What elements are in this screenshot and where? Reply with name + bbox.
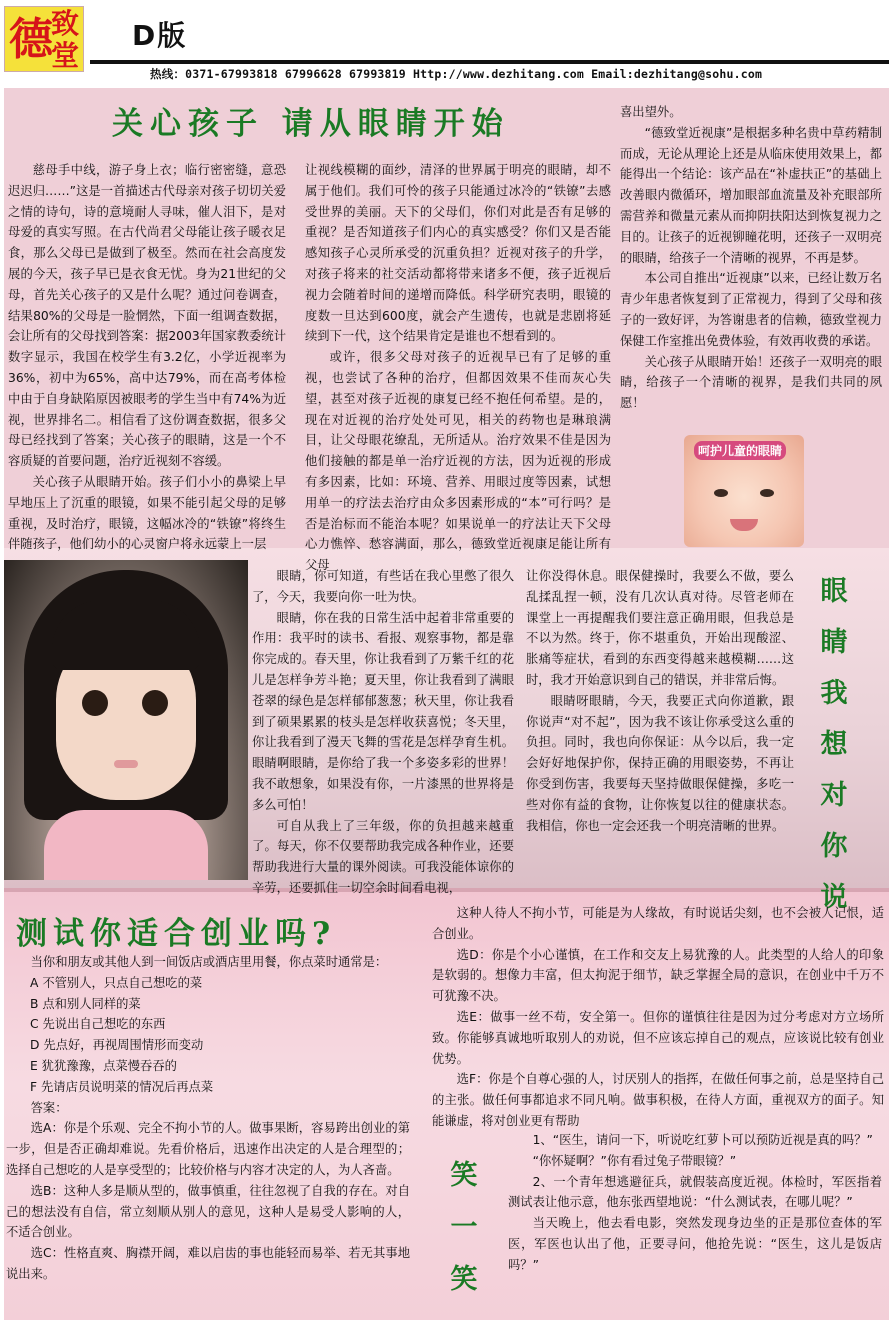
quiz-answer: 选F：你是个自尊心强的人，讨厌别人的指挥，在做任何事之前，总是坚持自己的主张。做任何事都追求不同凡响。做事积极，在待人方面，重视双方的面子。知能谦虚，将对创业更有帮助 [432,1072,884,1128]
girl-lips [114,760,138,768]
title-char: 你 [820,831,848,862]
girl-photo [4,560,248,880]
quiz-option: F 先请店员说明菜的情况后再点菜 [30,1079,214,1094]
article1-paragraph: 本公司自推出“近视康”以来，已经让数万名青少年患者恢复到了正常视力，得到了父母和孩子的一致好评，为答谢患者的信赖，德致堂视力保健工作室推出免费体验，有效再收费的承诺。 [620,271,882,348]
hotline-contact: 热线：0371-67993818 67996628 67993819 Http://www.dezhitang.com Email:dezhitang@sohu.com [150,67,763,81]
answer-label: 答案： [30,1100,68,1115]
article1-paragraph: 或许，很多父母对孩子的近视早已有了足够的重视，也尝试了各种的治疗，但都因效果不佳而灰心失望，甚至对孩子近视的康复已经不抱任何希望。是的，现在对近视的治疗处处可见，相关的药物也是琳琅满目，让父母眼花缭乱，无所适从。治疗效果不佳是因为他们接触的都是单一治疗近视的方法，因为近视的形成有多因素，比如：环境、营养、用眼过度等因素，试想用单一的疗法去治疗由众多因素形成的“本”可行吗？是否是治标而不能治本呢？如果说单一的疗法让天下父母心力憔悴、愁容满面，那么，德致堂近视康足能让所有父母 [305,350,611,573]
title-char: 眼 [820,576,848,607]
baby-photo-label: 呵护儿童的眼睛 [694,441,786,460]
article1-paragraph: 关心孩子从眼睛开始！还孩子一双明亮的眼睛，给孩子一个清晰的视界，是我们共同的夙愿！ [620,354,882,411]
title-char: 笑 [450,1264,478,1295]
article3-title: 测试你适合创业吗? [16,916,337,952]
article2-paragraph: 可自从我上了三年级，你的负担越来越重了。每天，你不仅要帮助我完成各种作业，还要帮助我进行大量的课外阅读。可我没能体谅你的辛劳，还要抓住一切空余时间看电视， [252,818,514,895]
article2-column-2 [526,566,794,836]
quiz-answer: 选E：做事一丝不苟，安全第一。但你的谨慎往往是因为过分考虑对方立场所致。你能够真诚地听取别人的劝说，但不应该忘掉自己的观点，应该说比较有创业优势。 [432,1009,884,1066]
quiz-option: A 不管别人，只点自己想吃的菜 [30,975,203,990]
article1-column-2 [305,160,611,576]
quiz-option: B 点和别人同样的菜 [30,996,141,1011]
header-rule [90,60,889,64]
baby-eye [760,489,774,497]
joke-text: 当天晚上，他去看电影，突然发现身边坐的正是那位查体的军医，军医也认出了他，正要寻问，他抢先说：“医生，这儿是饭店吗？” [508,1216,882,1272]
quiz-answer: 选C：性格直爽、胸襟开阔，难以启齿的事也能轻而易举、若无其事地说出来。 [6,1246,410,1281]
article3-column-2 [432,903,884,1132]
quiz-answer: 选D：你是个小心谨慎，在工作和交友上易犹豫的人。此类型的人给人的印象是软弱的。想像力丰富，但太拘泥于细节，缺乏掌握全局的意识，在创业中千万不可犹豫不决。 [432,947,884,1004]
quiz-answer: 选A：你是个乐观、完全不拘小节的人。做事果断，容易跨出创业的第一步，但是否正确却难说。先看价格后，迅速作出决定的人是合理型的；选择自己想吃的人是享受型的；比较价格与内容才决定的人，为人吝啬。 [6,1121,410,1177]
title-char: 我 [820,678,848,709]
girl-eye [142,690,168,716]
dezhitang-logo [4,6,84,72]
article1-column-3 [620,102,882,414]
article1-title: 关心孩子 请从眼睛开始 [112,106,510,142]
article1-paragraph: 喜出望外。 [620,105,682,119]
girl-shirt [44,810,208,880]
logo-char-tang: 堂 [51,39,80,72]
joke-text: 1、“医生，请问一下，听说吃红萝卜可以预防近视是真的吗？” [532,1133,873,1147]
article2-paragraph: 眼睛，你在我的日常生活中起着非常重要的作用：我平时的读书、看报、观察事物，都是靠你完成的。春天里，你让我看到了万紫千红的花儿是怎样争芳斗艳；夏天里，你让我看到了满眼苍翠的绿色是怎样郁郁葱葱；秋天里，你让我看到了硕果累累的枝头是怎样收获喜悦；冬天里，你让我看到了漫天飞舞的雪花是怎样孕育生机。眼睛啊眼睛，是你给了我一个多姿多彩的世界！我不敢想象，如果没有你，一片漆黑的世界将是多么可怕！ [252,610,514,812]
title-char: 笑 [450,1160,478,1191]
girl-bangs [52,600,200,670]
girl-eye [82,690,108,716]
title-char: 睛 [820,627,848,658]
article2-paragraph: 眼睛，你可知道，有些话在我心里憋了很久了，今天，我要向你一吐为快。 [252,569,514,604]
title-char: 想 [820,729,848,760]
quiz-option: C 先说出自己想吃的东西 [30,1017,166,1032]
article2-paragraph: 眼睛呀眼睛，今天，我要正式向你道歉，跟你说声“对不起”，因为我不该让你承受这么重的负担。同时，我也向你保证：从今以后，我一定会好好地保护你，保持正确的用眼姿势，不再让你受到伤害，我要每天坚持做眼保健操，多吃一些对你有益的食物，让你恢复以往的健康状态。我相信，你也一定会还我一个明亮清晰的世界。 [526,693,794,833]
title-char: 一 [450,1212,478,1243]
article1-paragraph: 让视线模糊的面纱，清泽的世界属于明亮的眼睛，却不属于他们。我们可怜的孩子只能通过冰冷的“铁镣”去感受世界的美丽。天下的父母们，你们对此是否有足够的重视？是否知道孩子们内心的真实感受？你们又是否能感知孩子心灵所承受的沉重负担？近视对孩子的升学，对孩子将来的社交活动都将带来诸多不便，孩子近视后视力会随着时间的递增而降低。科学研究表明，眼镜的度数一旦达到600度，就会产生遗传，也就是悲剧将延续到下一代，这个结果肯定是谁也不想看到的。 [305,163,611,344]
joke-text: 2、一个青年想逃避征兵，就假装高度近视。体检时，军医指着测试表让他示意，他东张西望地说：“什么测试表，在哪儿呢？” [508,1174,882,1210]
baby-photo [684,435,804,547]
jokes-vertical-title [446,1150,482,1306]
logo-char-de: 德 [9,14,53,65]
article1-paragraph: 慈母手中线，游子身上衣；临行密密缝，意恐迟迟归……”这是一首描述古代母亲对孩子切切关爱之情的诗句，诗的意境耐人寻味，催人泪下，是对母爱的真实写照。在古代尚君父母能让孩子暖衣足食，那么父母已是做到了极至。然而在社会高度发展的今天，孩子早已是衣食无忧。身为21世纪的父母，首先关心孩子的又是什么呢？通过问卷调查，结果80%的父母是一脸惘然，下面一组调查数据，会让所有的父母找到答案：据2003年国家教委统计数字显示，我国在校学生有3.2亿，小学近视率为36%，初中为65%，高中达79%，而在高考体检中由于自身缺陷原因被眼考的学生当中有74%为近视，世界排名二。相信看了这份调查数据，很多父母已经找到了答案；关心孩子的眼睛，这是一个不容质疑的首要问题，治疗近视刻不容缓。 [8,163,286,469]
quiz-option: D 先点好，再视周围情形而变动 [30,1038,204,1053]
article3-column-1 [6,952,410,1285]
article2-column-1 [252,566,514,899]
quiz-answer: 这种人待人不拘小节，可能是为人缘故，有时说话尖刻，也不会被人记恨，适合创业。 [432,906,884,941]
joke-text: “你怀疑啊？”你有看过兔子带眼镜？” [532,1153,737,1168]
baby-mouth [730,519,758,531]
baby-eye [714,489,728,497]
edition-label: D版 [132,19,188,52]
jokes-column [508,1130,882,1276]
quiz-answer: 选B：这种人多是顺从型的，做事慎重，往往忽视了自我的存在。对自己的想法没有自信，常立刻顺从别人的意见，这种人是易受人影响的人，不适合创业。 [6,1183,410,1240]
quiz-option: E 犹犹豫豫，点菜慢吞吞的 [30,1058,177,1073]
article1-paragraph: “德致堂近视康”是根据多种名贵中草药精制而成，无论从理论上还是从临床使用效果上，都能得出一个结论：该产品在“补虚扶正”的基础上改善眼内微循环，增加眼部血流量及补充眼部所需营养和微量元素从而抑阴扶阳达到恢复视力之目的。让孩子的近视铆瞳花明，还孩子一双明亮的眼睛，给孩子一个清晰的视界，不再是梦。 [620,125,882,265]
article2-paragraph: 让你没得休息。眼保健操时，我要么不做，要么乱揉乱捏一顿，没有几次认真对待。尽管老师在课堂上一再提醒我们要注意正确用眼，但我总是不以为然。终于，你不堪重负，开始出现酸涩、胀痛等症状，看到的东西变得越来越模糊……这时，我才开始意识到自己的错误，并非常后悔。 [526,569,794,687]
logo-char-zhi: 致 [51,7,80,40]
article1-column-1 [8,160,286,555]
title-char: 对 [820,780,848,811]
article1-paragraph: 关心孩子从眼睛开始。孩子们小小的鼻梁上早早地压上了沉重的眼镜，如果不能引起父母的足够重视，及时治疗，眼镜，这幅冰冷的“铁镣”将终生伴随孩子，他们幼小的心灵窗户将永远蒙上一层 [8,474,286,552]
quiz-intro: 当你和朋友或其他人到一间饭店或酒店里用餐，你点菜时通常是： [30,955,388,969]
article2-vertical-title [812,566,856,923]
title-char: 说 [820,882,848,913]
